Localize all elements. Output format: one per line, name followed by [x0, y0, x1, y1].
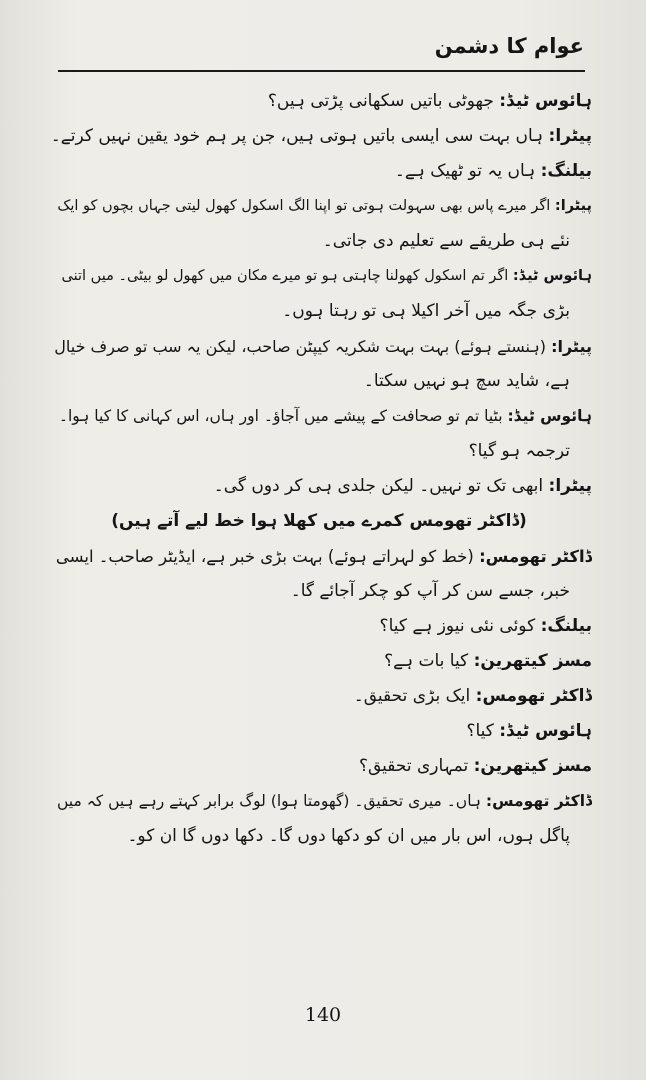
line-text: (خط کو لہراتے ہوئے) بہت بڑی خبر ہے، ایڈیٹر صاحب۔ ایسی	[55, 547, 480, 566]
dialogue-line	[46, 189, 592, 224]
line-text: کیا؟	[466, 721, 500, 741]
dialogue-line	[46, 259, 592, 294]
line-text: بٹیا تم تو صحافت کے پیشے میں آجاؤ۔ اور ہاں، اس کہانی کا کیا ہوا۔	[58, 407, 508, 425]
dialogue-line	[46, 504, 592, 539]
dialogue-line	[46, 644, 592, 679]
line-text: ایک بڑی تحقیق۔	[353, 686, 476, 706]
speaker-name: ہائوس ٹیڈ:	[499, 91, 592, 111]
line-text: ابھی تک تو نہیں۔ لیکن جلدی ہی کر دوں گی۔	[213, 476, 549, 496]
line-text: پاگل ہوں، اس بار میں ان کو دکھا دوں گا۔ دکھا دوں گا ان کو۔	[127, 826, 570, 846]
line-text: ہاں۔ میری تحقیق۔ (گھومتا ہوا) لوگ برابر کہتے رہے ہیں کہ میں	[56, 792, 486, 810]
speaker-name: ہائوس ٹیڈ:	[507, 407, 592, 425]
dialogue-line	[46, 294, 592, 329]
speaker-name: بیلنگ:	[540, 161, 592, 181]
speaker-name: ہائوس ٹیڈ:	[499, 721, 592, 741]
line-text: جھوٹی باتیں سکھانی پڑتی ہیں؟	[267, 91, 500, 111]
line-text: تمہاری تحقیق؟	[358, 756, 474, 776]
dialogue-line	[46, 784, 592, 819]
line-text: اگر تم اسکول کھولنا چاہتی ہو تو میرے مکان میں کھول لو بیٹی۔ میں اتنی	[61, 268, 513, 284]
dialogue-line	[46, 609, 592, 644]
dialogue-line	[46, 224, 592, 259]
line-text: ترجمہ ہو گیا؟	[468, 441, 570, 461]
dialogue-line	[46, 364, 592, 399]
dialogue-line	[46, 574, 592, 609]
line-text: نئے ہی طریقے سے تعلیم دی جاتی۔	[322, 231, 570, 251]
dialogue-line	[46, 154, 592, 189]
dialogue-line	[46, 749, 592, 784]
dialogue-line	[46, 679, 592, 714]
line-text: ہاں بہت سی ایسی باتیں ہوتی ہیں، جن پر ہم خود یقین نہیں کرتے۔	[50, 126, 549, 146]
line-text: ہے، شاید سچ ہو نہیں سکتا۔	[363, 371, 570, 391]
speaker-name: ہائوس ٹیڈ:	[512, 268, 592, 284]
dialogue-line	[46, 434, 592, 469]
line-text: اگر میرے پاس بھی سہولت ہوتی تو اپنا الگ اسکول کھول لیتی جہاں بچوں کو ایک	[57, 198, 555, 214]
line-text: بڑی جگہ میں آخر اکیلا ہی تو رہتا ہوں۔	[282, 301, 570, 321]
line-text: ہاں یہ تو ٹھیک ہے۔	[394, 161, 541, 181]
speaker-name: پیٹرا:	[554, 198, 592, 214]
speaker-name: ڈاکٹر تھومس:	[485, 792, 592, 810]
dialogue-line	[46, 469, 592, 504]
dialogue-line	[46, 399, 592, 434]
dialogue-line	[46, 329, 592, 364]
page-number: 140	[304, 1004, 342, 1026]
dialogue-body	[46, 84, 592, 854]
speaker-name: مسز کیتھرین:	[473, 651, 592, 671]
line-text: کیا بات ہے؟	[384, 651, 474, 671]
speaker-name: ڈاکٹر تھومس:	[479, 547, 592, 566]
line-text: (ڈاکٹر تھومس کمرے میں کھلا ہوا خط لیے آتے ہیں)	[111, 511, 527, 531]
line-text: کوئی نئی نیوز ہے کیا؟	[379, 616, 541, 636]
line-text: خبر، جسے سن کر آپ کو چکر آجائے گا۔	[290, 581, 570, 601]
dialogue-line	[46, 539, 592, 574]
dialogue-line	[46, 714, 592, 749]
speaker-name: مسز کیتھرین:	[473, 756, 592, 776]
line-text: (ہنستے ہوئے) بہت بہت شکریہ کیپٹن صاحب، لیکن یہ سب تو صرف خیال	[54, 337, 552, 356]
speaker-name: ڈاکٹر تھومس:	[475, 686, 592, 706]
header-divider	[58, 70, 585, 72]
dialogue-line	[46, 119, 592, 154]
page-title: عوام کا دشمن	[434, 34, 584, 58]
speaker-name: پیٹرا:	[551, 337, 592, 356]
speaker-name: بیلنگ:	[540, 616, 592, 636]
dialogue-line	[46, 84, 592, 119]
speaker-name: پیٹرا:	[548, 476, 592, 496]
speaker-name: پیٹرا:	[548, 126, 592, 146]
dialogue-line	[46, 819, 592, 854]
